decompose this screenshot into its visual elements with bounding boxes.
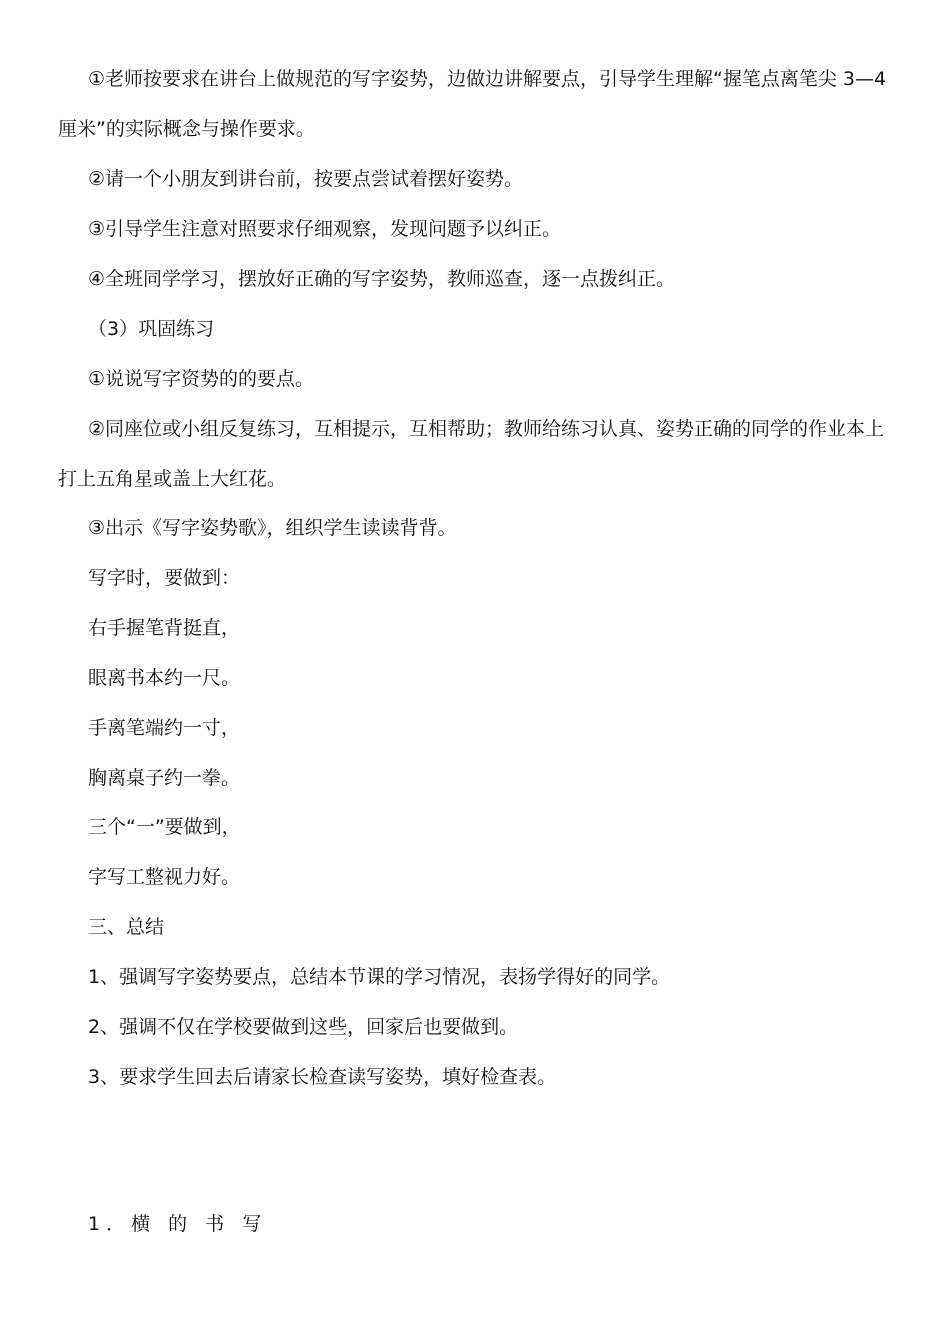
summary-item: 2、强调不仅在学校要做到这些，回家后也要做到。 xyxy=(88,1016,519,1038)
paragraph-pair-practice: ②同座位或小组反复练习，互相提示，互相帮助；教师给练习认真、姿势正确的同学的作业本上打上五角星或盖上大红花。 xyxy=(58,418,885,490)
poem-line: 字写工整视力好。 xyxy=(88,866,241,888)
section-heading-horizontal-stroke: 1．横 的 书 写 xyxy=(88,1213,268,1235)
paragraph-class-practice: ④全班同学学习，摆放好正确的写字姿势，教师巡查，逐一点拨纠正。 xyxy=(88,268,676,290)
paragraph-observe-correct: ③引导学生注意对照要求仔细观察，发现问题予以纠正。 xyxy=(88,218,562,240)
poem-line: 胸离桌子约一拳。 xyxy=(88,767,241,789)
summary-heading: 三、总结 xyxy=(88,916,165,938)
poem-line: 写字时，要做到： xyxy=(88,567,241,589)
poem-line: 手离笔端约一寸， xyxy=(88,717,241,739)
summary-item: 3、要求学生回去后请家长检查读写姿势，填好检查表。 xyxy=(88,1066,557,1088)
poem-line: 三个“一”要做到， xyxy=(88,816,241,838)
paragraph-teacher-demo: ①老师按要求在讲台上做规范的写字姿势，边做边讲解要点，引导学生理解“握笔点离笔尖 3—4 厘米”的实际概念与操作要求。 xyxy=(58,68,887,140)
summary-item: 1、强调写字姿势要点，总结本节课的学习情况，表扬学得好的同学。 xyxy=(88,966,671,988)
subheading-consolidation: （3）巩固练习 xyxy=(88,318,215,340)
poem-line: 眼离书本约一尺。 xyxy=(88,667,241,689)
paragraph-student-try: ②请一个小朋友到讲台前，按要点尝试着摆好姿势。 xyxy=(88,168,524,190)
paragraph-key-points: ①说说写字资势的的要点。 xyxy=(88,368,315,390)
paragraph-posture-song: ③出示《写字姿势歌》，组织学生读读背背。 xyxy=(88,517,457,539)
poem-line: 右手握笔背挺直， xyxy=(88,617,241,639)
